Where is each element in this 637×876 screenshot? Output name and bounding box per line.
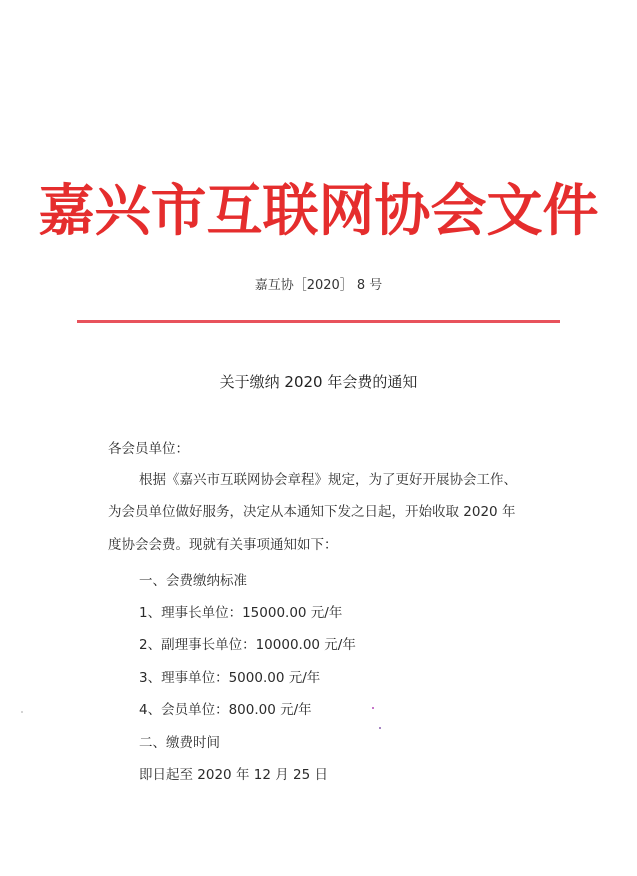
paragraph-line-2: 为会员单位做好服务，决定从本通知下发之日起，开始收取 2020 年 bbox=[108, 504, 516, 520]
scan-speck bbox=[21, 711, 23, 713]
scan-speck bbox=[379, 727, 381, 729]
fee-item: 4、会员单位：800.00 元/年 bbox=[139, 702, 312, 718]
paragraph-line-3: 度协会会费。现就有关事项通知如下： bbox=[108, 537, 338, 553]
fee-item: 2、副理事长单位：10000.00 元/年 bbox=[139, 637, 356, 653]
section-heading-payment-time: 二、缴费时间 bbox=[139, 735, 220, 751]
notice-title: 关于缴纳 2020 年会费的通知 bbox=[219, 373, 418, 391]
paragraph-line-1: 根据《嘉兴市互联网协会章程》规定，为了更好开展协会工作、 bbox=[139, 472, 517, 488]
fee-item: 3、理事单位：5000.00 元/年 bbox=[139, 670, 321, 686]
document-number: 嘉互协［2020］ 8 号 bbox=[254, 278, 383, 293]
red-divider-line bbox=[77, 320, 560, 323]
fee-item: 1、理事长单位：15000.00 元/年 bbox=[139, 605, 343, 621]
document-header-title: 嘉兴市互联网协会文件 bbox=[38, 178, 599, 244]
payment-deadline: 即日起至 2020 年 12 月 25 日 bbox=[139, 767, 328, 783]
section-heading-fee-standard: 一、会费缴纳标准 bbox=[139, 573, 247, 589]
salutation: 各会员单位： bbox=[108, 441, 189, 457]
scan-speck bbox=[372, 707, 374, 709]
